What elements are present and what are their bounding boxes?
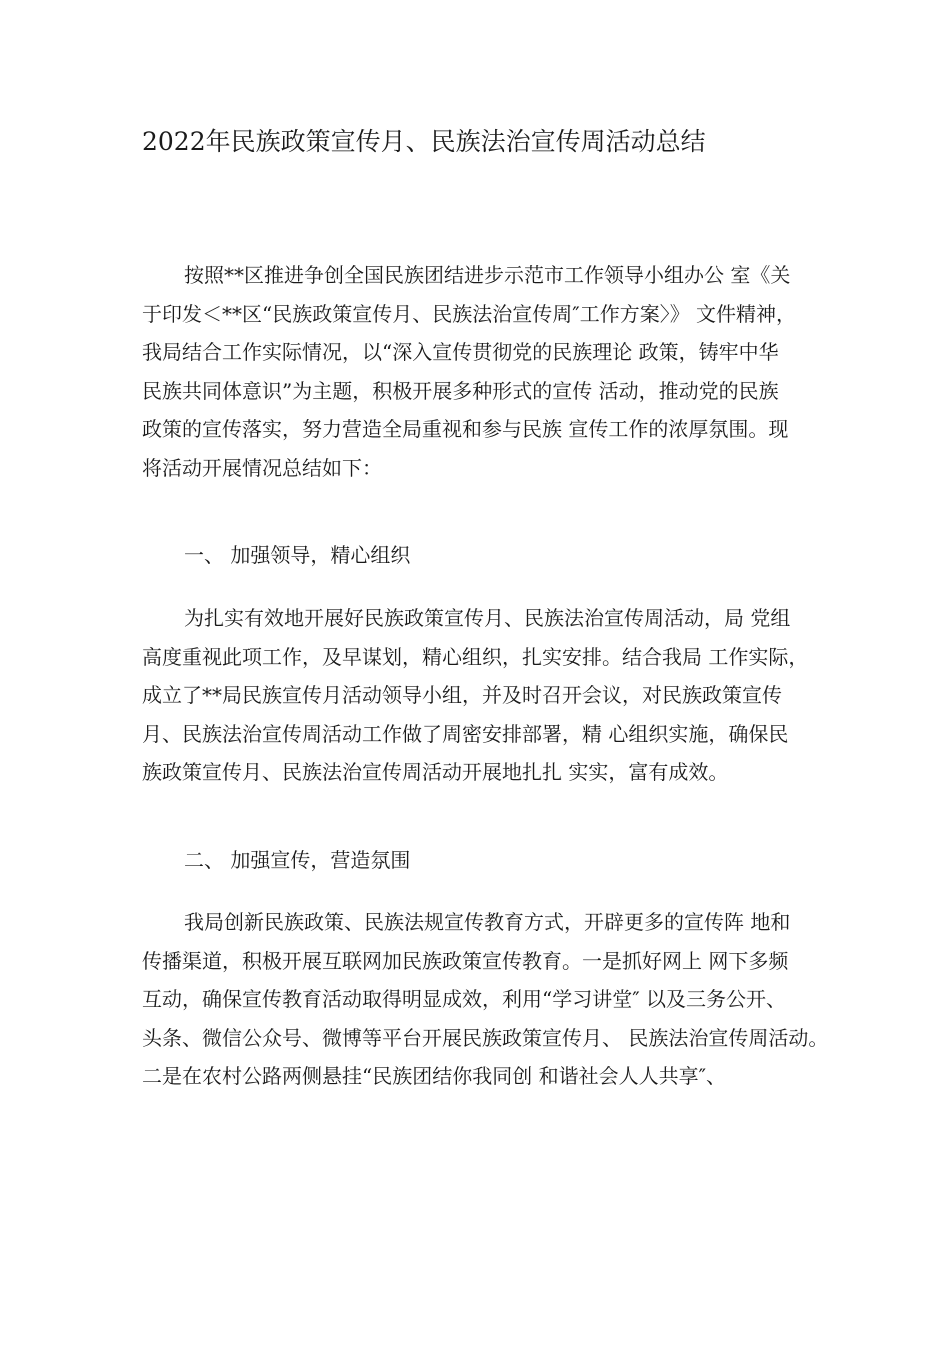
paragraph-line: 政策的宣传落实，努力营造全局重视和参与民族 宣传工作的浓厚氛围。现 [142,417,789,441]
paragraph-line: 传播渠道，积极开展互联网加民族政策宣传教育。一是抓好网上 网下多频 [142,948,789,973]
document-title: 2022年民族政策宣传月、民族法治宣传周活动总结 [142,127,706,156]
section-1-paragraph [142,599,832,792]
paragraph-line: 将活动开展情况总结如下： [142,455,382,480]
section-heading-2: 二、 加强宣传，营造氛围 [184,848,411,872]
section-2-paragraph [142,903,832,1096]
paragraph-line: 为扎实有效地开展好民族政策宣传月、民族法治宣传周活动，局 党组 [184,606,791,630]
paragraph-line: 民族共同体意识”为主题，积极开展多种形式的宣传 活动，推动党的民族 [142,378,779,403]
paragraph-line: 按照**区推进争创全国民族团结进步示范市工作领导小组办公 室《关 [184,263,791,287]
paragraph-line: 于印发＜**区“民族政策宣传月、民族法治宣传周″工作方案〉》 文件精神， [142,301,797,326]
paragraph-line: 高度重视此项工作，及早谋划，精心组织，扎实安排。结合我局 工作实际， [142,644,809,669]
paragraph-line: 头条、微信公众号、微博等平台开展民族政策宣传月、 民族法治宣传周活动。 [142,1025,829,1050]
section-heading-1: 一、 加强领导，精心组织 [184,543,411,567]
paragraph-line: 成立了**局民族宣传月活动领导小组，并及时召开会议，对民族政策宣传 [142,683,782,707]
paragraph-line: 族政策宣传月、民族法治宣传周活动开展地扎扎 实实，富有成效。 [142,760,729,784]
paragraph-line: 我局结合工作实际情况，以“深入宣传贯彻党的民族理论 政策，铸牢中华 [142,340,779,364]
paragraph-line: 二是在农村公路两侧悬挂“民族团结你我同创 和谐社会人人共享″、 [142,1064,727,1088]
paragraph-line: 互动，确保宣传教育活动取得明显成效，利用“学习讲堂″ 以及三务公开、 [142,987,787,1011]
intro-paragraph [142,256,832,487]
paragraph-line: 月、民族法治宣传周活动工作做了周密安排部署，精 心组织实施，确保民 [142,721,789,746]
paragraph-line: 我局创新民族政策、民族法规宣传教育方式，开辟更多的宣传阵 地和 [184,910,791,934]
